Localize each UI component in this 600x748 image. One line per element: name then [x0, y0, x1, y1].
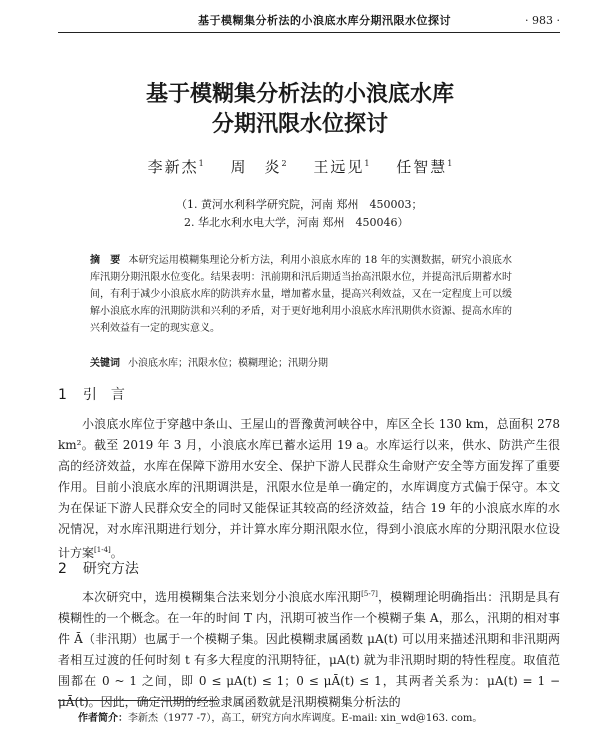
- keywords-label: 关键词: [90, 358, 120, 369]
- section-heading-1: [58, 384, 125, 404]
- footnote-divider: [58, 700, 218, 701]
- title-line-2: 分期汛限水位探讨: [211, 112, 388, 137]
- footnote-label: 作者简介：: [78, 713, 128, 724]
- affiliations: [176, 196, 422, 232]
- abstract-label: 摘 要: [90, 255, 121, 266]
- keywords-text: 小浪底水库；汛限水位；模糊理论；汛期分期: [128, 358, 328, 369]
- affiliation-1: （1. 黄河水利科学研究院，河南 郑州 450003；: [176, 198, 423, 211]
- author-list: [0, 156, 600, 177]
- section-title: 研究方法: [82, 561, 139, 577]
- author: 王远见$^1$: [313, 158, 370, 176]
- footnote: [78, 709, 482, 724]
- title-line-1: 基于模糊集分析法的小浪底水库: [145, 82, 454, 107]
- paper-title: [0, 80, 600, 140]
- affiliation-2: 2. 华北水利水电大学，河南 郑州 450046）: [184, 216, 409, 229]
- author: 周 炎$^2$: [230, 158, 287, 176]
- body-paragraph-1: 小浪底水库位于穿越中条山、王屋山的晋豫黄河峡谷中，库区全长 130 km，总面积 278 km²。截至 2019 年 3 月，小浪底水库已蓄水运用 19 a。水库运行以来，供水、防洪产生很高的经济效益，水库在保障下游用水安全、保护下游人民群众生命财产安全等方面发挥了重要作用。目前小浪底水库的汛期调洪是，汛限水位是单一确定的，水库调度方式偏于保守。本文为在保证下游人民群众安全的同时又能保证其较高的经济效益，结合 19 年的小浪底水库的水况情况，对水库汛期进行划分，并计算水库分期汛限水位，得到小浪底水库的分期汛限水位设计方案[1-4]。: [58, 417, 560, 560]
- citation: [1-4]: [94, 546, 111, 554]
- running-title: 基于模糊集分析法的小浪底水库分期汛限水位探讨: [198, 14, 451, 27]
- abstract: [90, 252, 512, 337]
- footnote-text: 李新杰（1977 -7），高工，研究方向水库调度。E-mail: xin_wd@163. com。: [128, 713, 483, 724]
- citation: [5-7]: [361, 590, 378, 598]
- section-number: 2: [58, 561, 67, 577]
- body-paragraph-2: 本次研究中，选用模糊集合法来划分小浪底水库汛期[5-7]，模糊理论明确指出：汛期是具有模糊性的一个概念。在一年的时间 T 内，汛期可被当作一个模糊子集 A，那么，汛期的相对事件 Ā（非汛期）也属于一个模糊子集。因此模糊隶属函数 μA(t) 可以用来描述汛期和非汛期两者相互过渡的任何时刻 t 有多大程度的汛期特征，μA(t) 就为非汛期时期的特性程度。取值范围都在 0 ~ 1 之间，即 0 ≤ μA(t) ≤ 1；0 ≤ μĀ(t) ≤ 1，其两者关系为：μA(t) = 1 − μĀ(t)。因此，确定汛期的经验隶属函数就是汛期模糊集分析法的: [58, 590, 560, 709]
- section-title: 引 言: [82, 387, 125, 403]
- keywords: [90, 354, 328, 369]
- section-number: 1: [58, 387, 67, 403]
- section-heading-2: [58, 558, 139, 578]
- abstract-text: 本研究运用模糊集理论分析方法，利用小浪底水库的 18 年的实测数据，研究小浪底水库汛期分期汛限水位变化。结果表明：汛前期和汛后期适当抬高汛限水位，并提高汛后期蓄水时间，有利于减少小浪底水库的防洪弃水量，增加蓄水量，提高兴利效益，又在一定程度上可以缓解小浪底水库的汛期防洪和兴利的矛盾，对于更好地利用小浪底水库汛期供水资源、提高水库的兴利效益有一定的现实意义。: [90, 255, 512, 334]
- running-header: [58, 12, 560, 33]
- page-number: · 983 ·: [525, 14, 560, 27]
- author: 李新杰$^1$: [147, 158, 204, 176]
- author: 任智慧$^1$: [396, 158, 453, 176]
